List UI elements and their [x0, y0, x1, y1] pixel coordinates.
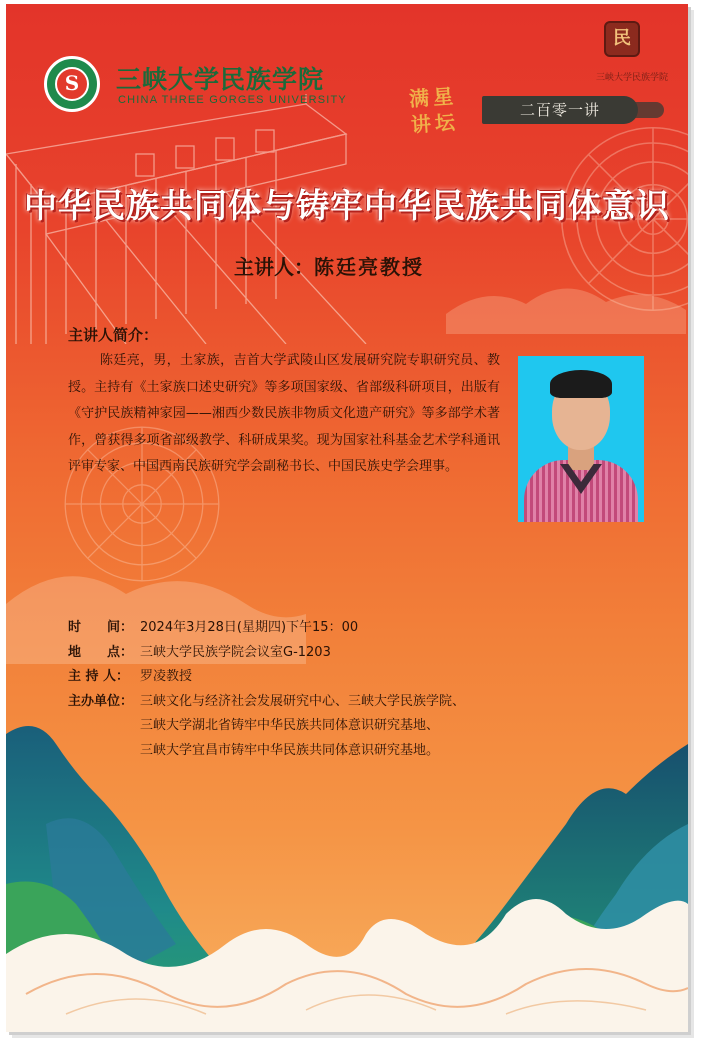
lecture-title: 中华民族共同体与铸牢中华民族共同体意识	[24, 186, 670, 225]
info-row-host	[68, 665, 520, 690]
info-value: 三峡大学宜昌市铸牢中华民族共同体意识研究基地。	[140, 742, 440, 758]
info-value: 罗凌教授	[140, 669, 193, 684]
intro-text: 陈廷亮，男，土家族，吉首大学武陵山区发展研究院专职研究员、教授。主持有《土家族口述史研究》等多项国家级、省部级科研项目，出版有《守护民族精神家园——湘西少数民族非物质文化遗产研究》等多部学术著作，曾获得多项省部级教学、科研成果奖。现为国家社科基金艺术学科通讯评审专家、中国西南民族研究学会副秘书长、中国民族史学会理事。	[68, 353, 500, 474]
speaker-photo	[518, 356, 644, 522]
info-value: 三峡大学湖北省铸牢中华民族共同体意识研究基地、	[140, 718, 440, 733]
speaker-line	[234, 251, 424, 280]
mountain-landscape	[6, 704, 688, 1032]
university-name: 三峡大学民族学院	[116, 65, 325, 94]
info-key: 主 持 人：	[68, 669, 130, 684]
seal-caption: 三峡大学民族学院	[595, 73, 668, 83]
info-key: 时 间：	[68, 620, 134, 635]
info-row-time	[68, 616, 520, 641]
speaker-label: 主讲人：	[234, 255, 314, 279]
info-key: 地 点：	[68, 644, 134, 660]
speaker-name: 陈廷亮教授	[314, 255, 424, 279]
logo-letter: S	[64, 71, 80, 95]
seal-stamp: 民	[604, 21, 640, 57]
info-key: 主办单位：	[68, 693, 134, 709]
lecture-series-badge: 二百零一讲	[482, 96, 638, 124]
info-value: 2024年3月28日(星期四)下午15：00	[140, 620, 359, 635]
poster	[6, 4, 688, 1032]
info-row-location	[68, 641, 520, 666]
cloud-ornament	[446, 274, 686, 334]
university-name-english: CHINA THREE GORGES UNIVERSITY	[118, 94, 347, 106]
info-value: 三峡文化与经济社会发展研究中心、三峡大学民族学院、	[140, 693, 466, 709]
university-logo	[44, 56, 100, 112]
intro-heading: 主讲人简介：	[68, 326, 159, 344]
info-value: 三峡大学民族学院会议室G-1203	[140, 644, 331, 660]
forum-name-calligraphy: 满星讲坛	[408, 83, 460, 138]
